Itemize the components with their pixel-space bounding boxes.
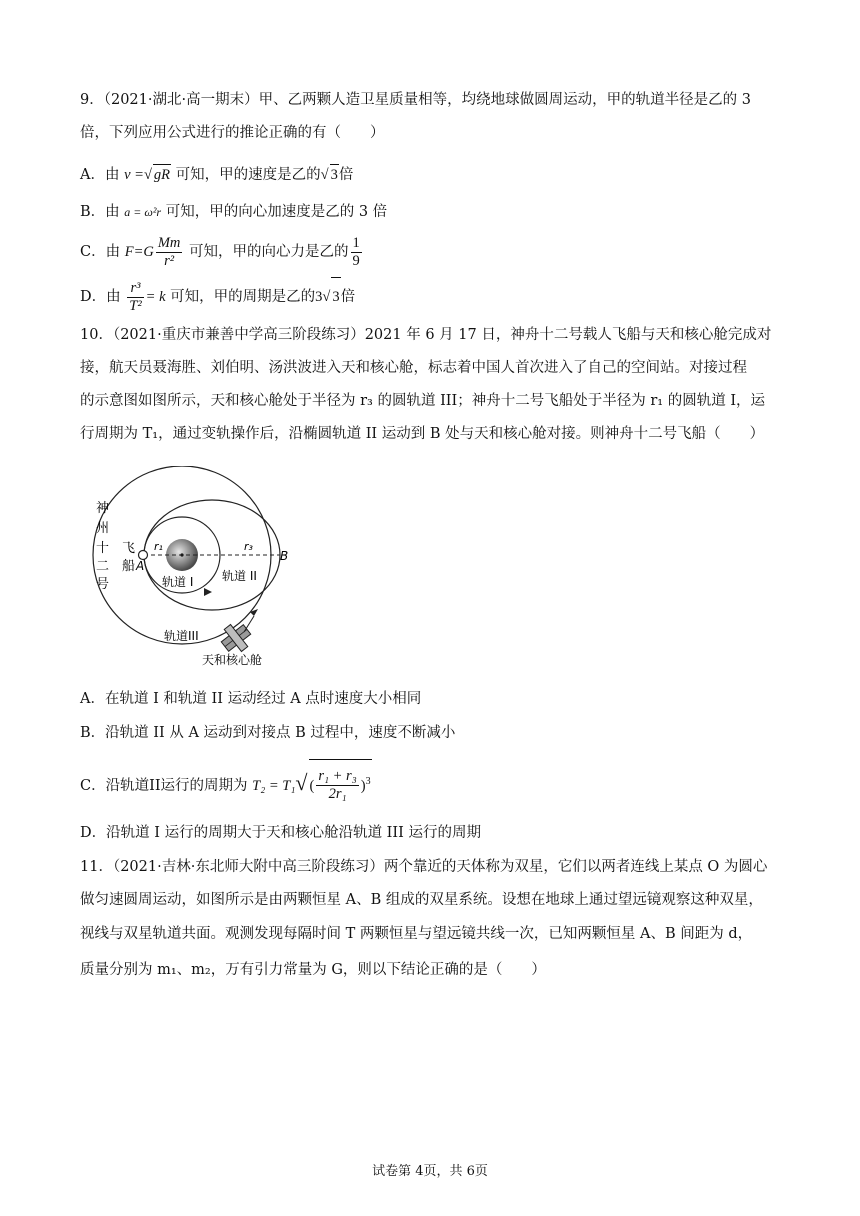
label-point-a: A bbox=[136, 559, 145, 573]
q10-option-d: D．沿轨道 I 运行的周期大于天和核心舱沿轨道 III 运行的周期 bbox=[80, 825, 481, 841]
label-orbit-i: 轨道 I bbox=[162, 575, 194, 589]
q9-c-fraction bbox=[156, 235, 183, 270]
q9-a-text: 可知，甲的速度是乙的 bbox=[175, 167, 321, 183]
q9-stem-line1: 9．（2021·湖北·高一期末）甲、乙两颗人造卫星质量相等，均绕地球做圆周运动，甲的轨道半径是乙的 3 bbox=[80, 92, 751, 108]
label-fei: 飞 bbox=[122, 541, 136, 556]
station-motion-line bbox=[244, 616, 254, 632]
q9-c-answer-num: 1 bbox=[352, 234, 360, 251]
q11-stem-line2: 做匀速圆周运动，如图所示是由两颗恒星 A、B 组成的双星系统。设想在地球上通过望远镜观察这种双星， bbox=[80, 892, 763, 908]
q9-option-d: D．由 $\frac{\text{r³}}{\text{T²}}$ = k 可知，甲的周期是乙的3√ 3倍 bbox=[80, 277, 355, 316]
q10-stem-line1: 10．（2021·重庆市兼善中学高三阶段练习）2021 年 6 月 17 日，神舟十二号载人飞船与天和核心舱完成对 bbox=[80, 327, 772, 343]
label-hao: 号 bbox=[96, 577, 110, 592]
q9-a-formula-lhs: v = bbox=[124, 167, 144, 183]
q10-c-prefix: C．沿轨道II运行的周期为 bbox=[80, 777, 248, 794]
q9-c-numerator: Mm bbox=[157, 234, 181, 251]
label-orbit-ii: 轨道 II bbox=[222, 569, 257, 583]
q10-c-fraction bbox=[316, 768, 358, 803]
q9-c-answer-fraction bbox=[351, 235, 362, 270]
label-shen: 神 bbox=[96, 501, 110, 516]
label-station: 天和核心舱 bbox=[202, 653, 263, 667]
q9-b-text: 可知，甲的向心加速度是乙的 3 倍 bbox=[165, 204, 388, 220]
q9-d-end: 倍 bbox=[340, 289, 356, 305]
q10-c-numerator: r₁ + r₃ bbox=[318, 768, 357, 785]
label-point-b: B bbox=[280, 549, 289, 563]
q9-option-a: A．由 v =√ gR 可知，甲的速度是乙的√ 3倍 bbox=[80, 164, 353, 185]
q10-option-c: C．沿轨道II运行的周期为 T₂ = T₁√ ( $\frac{\text{r₁ + r₃}}{\text{2r₁}}$ )$^3$ bbox=[80, 759, 372, 806]
q10-c-power: 3 bbox=[365, 776, 371, 787]
q9-stem-line2: 倍，下列应用公式进行的推论正确的有（ ） bbox=[80, 125, 385, 141]
q9-option-c bbox=[80, 233, 364, 271]
q9-a-prefix: A．由 bbox=[80, 167, 120, 183]
q10-stem-line3: 的示意图如图所示，天和核心舱处于半径为 r₃ 的圆轨道 III；神舟十二号飞船处于半径为 r₁ 的圆轨道 I，运 bbox=[80, 393, 766, 409]
space-station-icon bbox=[216, 618, 255, 657]
q9-b-formula: a = ω²r bbox=[124, 205, 162, 219]
q9-c-denominator: r² bbox=[164, 252, 175, 269]
q9-d-text: 可知，甲的周期是乙的 bbox=[170, 289, 316, 305]
label-shi: 十 bbox=[96, 541, 110, 556]
q9-c-answer-den: 9 bbox=[352, 252, 360, 269]
q9-c-text: 可知，甲的向心力是乙的 bbox=[189, 244, 349, 260]
q10-option-b: B．沿轨道 II 从 A 运动到对接点 B 过程中，速度不断减小 bbox=[80, 725, 456, 741]
q9-a-formula-radicand: gR bbox=[153, 164, 171, 185]
q9-a-radicand: 3 bbox=[330, 164, 339, 185]
q9-d-fraction bbox=[127, 280, 143, 315]
page-footer: 试卷第 4页，共 6页 bbox=[372, 1164, 488, 1179]
q11-stem-line3: 视线与双星轨道共面。观测发现每隔时间 T 两颗恒星与望远镜共线一次，已知两颗恒星 A、B 间距为 d， bbox=[80, 926, 753, 942]
label-r3: r₃ bbox=[244, 540, 253, 553]
q11-stem-line4: 质量分别为 m₁、m₂，万有引力常量为 G，则以下结论正确的是（ ） bbox=[80, 962, 546, 978]
q9-d-numerator: r³ bbox=[127, 280, 143, 298]
label-r1: r₁ bbox=[154, 540, 163, 553]
orbit-diagram bbox=[86, 466, 296, 676]
q9-d-coef: 3 bbox=[315, 289, 323, 305]
orbit-ii-arrow bbox=[204, 588, 212, 596]
q9-d-radicand: 3 bbox=[331, 277, 340, 316]
label-zhou: 州 bbox=[96, 521, 110, 536]
q9-d-denominator: T² bbox=[129, 297, 142, 314]
q9-a-end: 倍 bbox=[338, 167, 354, 183]
q10-c-formula: T₂ = T₁ bbox=[252, 777, 296, 794]
q9-option-b bbox=[80, 202, 387, 222]
q9-b-prefix: B．由 bbox=[80, 204, 120, 220]
q9-c-formula-lhs: F=G bbox=[124, 244, 154, 260]
label-orbit-iii: 轨道III bbox=[164, 629, 199, 643]
q9-d-prefix: D．由 bbox=[80, 289, 121, 305]
q10-stem-line4: 行周期为 T₁，通过变轨操作后，沿椭圆轨道 II 运动到 B 处与天和核心舱对接。则神舟十二号飞船（ ） bbox=[80, 426, 765, 442]
q10-stem-line2: 接，航天员聂海胜、刘伯明、汤洪波进入天和核心舱，标志着中国人首次进入了自己的空间站。对接过程 bbox=[80, 360, 747, 376]
q11-stem-line1: 11．（2021·吉林·东北师大附中高三阶段练习）两个靠近的天体称为双星，它们以两者连线上某点 O 为圆心 bbox=[80, 859, 768, 875]
label-chuan: 船 bbox=[122, 559, 136, 574]
q10-c-denominator: 2r₁ bbox=[328, 786, 347, 803]
q10-option-a: A．在轨道 I 和轨道 II 运动经过 A 点时速度大小相同 bbox=[80, 691, 422, 707]
label-er: 二 bbox=[96, 559, 110, 574]
q9-c-prefix: C．由 bbox=[80, 244, 121, 260]
q9-d-equals: = k bbox=[145, 289, 166, 305]
